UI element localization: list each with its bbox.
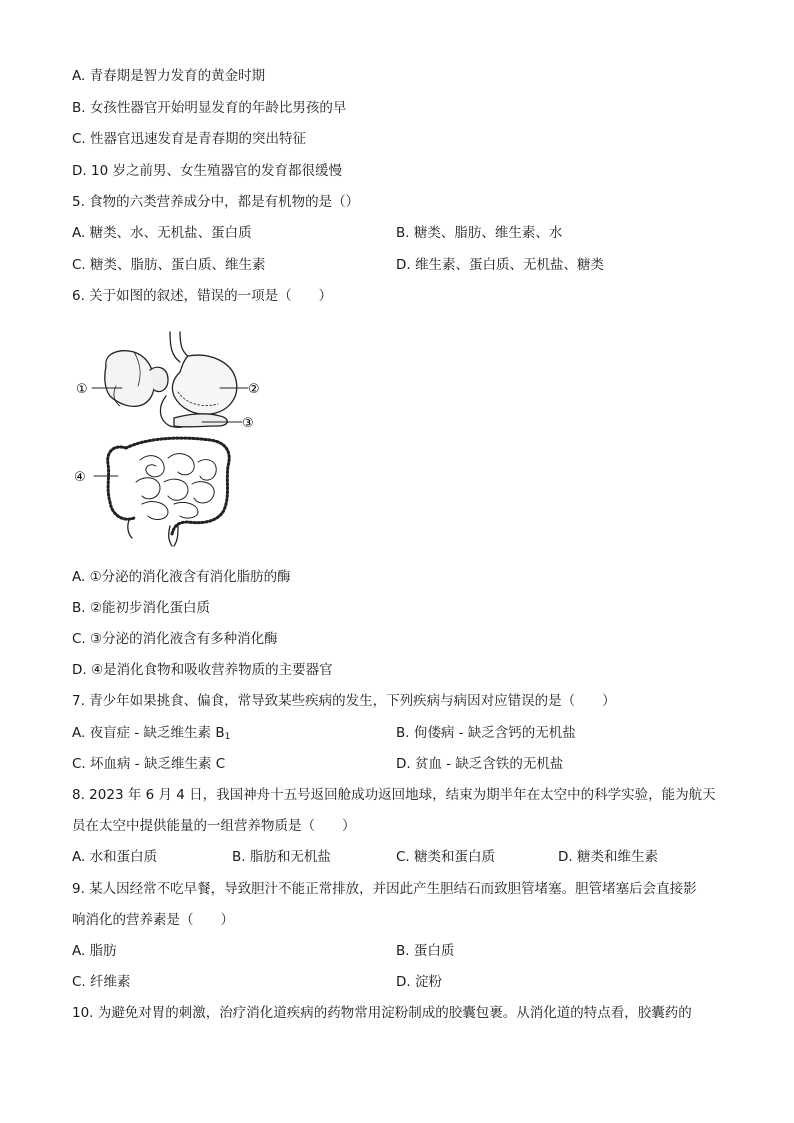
q7-option-b: B. 佝偻病 - 缺乏含钙的无机盐: [396, 725, 576, 741]
q5-option-c: C. 糖类、脂肪、蛋白质、维生素: [72, 257, 266, 273]
pancreas: [174, 414, 227, 427]
q8-option-d: D. 糖类和维生素: [558, 849, 658, 865]
q8-option-c: C. 糖类和蛋白质: [396, 849, 496, 865]
q8-stem-line2: 员在太空中提供能量的一组营养物质是（ ）: [72, 818, 356, 834]
label-2: ②: [248, 382, 260, 397]
q10-stem-line1: 10. 为避免对胃的刺激，治疗消化道疾病的药物常用淀粉制成的胶囊包裹。从消化道的特点看，胶囊药的: [72, 1005, 692, 1021]
q7-option-d: D. 贫血 - 缺乏含铁的无机盐: [396, 756, 564, 772]
q6-option-a: A. ①分泌的消化液含有消化脂肪的酶: [72, 569, 291, 585]
q8-option-a: A. 水和蛋白质: [72, 849, 158, 865]
small-intestine: [136, 454, 216, 520]
q4-option-a: A. 青春期是智力发育的黄金时期: [72, 68, 266, 84]
q6-option-b: B. ②能初步消化蛋白质: [72, 600, 210, 616]
q7-option-c: C. 坏血病 - 缺乏维生素 C: [72, 756, 226, 772]
q6-option-d: D. ④是消化食物和吸收营养物质的主要器官: [72, 662, 333, 678]
label-3: ③: [242, 416, 254, 431]
q6-option-c: C. ③分泌的消化液含有多种消化酶: [72, 631, 278, 647]
q9-option-b: B. 蛋白质: [396, 943, 455, 959]
stomach-outline: [172, 355, 236, 414]
q9-option-c: C. 纤维素: [72, 974, 131, 990]
q8-option-b: B. 脂肪和无机盐: [232, 849, 331, 865]
q5-option-d: D. 维生素、蛋白质、无机盐、糖类: [396, 257, 604, 273]
digestive-system-figure: [70, 326, 270, 550]
q6-stem: 6. 关于如图的叙述，错误的一项是（ ）: [72, 288, 333, 304]
q8-stem-line1: 8. 2023 年 6 月 4 日，我国神舟十五号返回舱成功返回地球，结束为期半年在太空中的科学实验，能为航天: [72, 787, 716, 803]
q5-option-a: A. 糖类、水、无机盐、蛋白质: [72, 225, 252, 241]
digestive-system-diagram: [70, 326, 270, 550]
q9-stem-line2: 响消化的营养素是（ ）: [72, 912, 234, 928]
liver-outline: [105, 351, 155, 407]
q4-option-b: B. 女孩性器官开始明显发育的年龄比男孩的早: [72, 100, 347, 116]
q4-option-c: C. 性器官迅速发育是青春期的突出特征: [72, 131, 307, 147]
appendix: [128, 518, 132, 538]
q5-stem: 5. 食物的六类营养成分中，都是有机物的是（）: [72, 194, 360, 210]
q9-stem-line1: 9. 某人因经常不吃早餐，导致胆汁不能正常排放，并因此产生胆结石而致胆管堵塞。胆管堵塞后会直接影: [72, 881, 697, 897]
q5-option-b: B. 糖类、脂肪、维生素、水: [396, 225, 563, 241]
q9-option-d: D. 淀粉: [396, 974, 442, 990]
q7-stem: 7. 青少年如果挑食、偏食，常导致某些疾病的发生，下列疾病与病因对应错误的是（ ）: [72, 693, 616, 709]
label-1: ①: [76, 382, 88, 397]
q7-option-a: A. 夜盲症 - 缺乏维生素 $B_1$: [72, 725, 231, 742]
label-4: ④: [74, 470, 86, 485]
q9-option-a: A. 脂肪: [72, 943, 117, 959]
q4-option-d: D. 10 岁之前男、女生殖器官的发育都很缓慢: [72, 163, 342, 179]
